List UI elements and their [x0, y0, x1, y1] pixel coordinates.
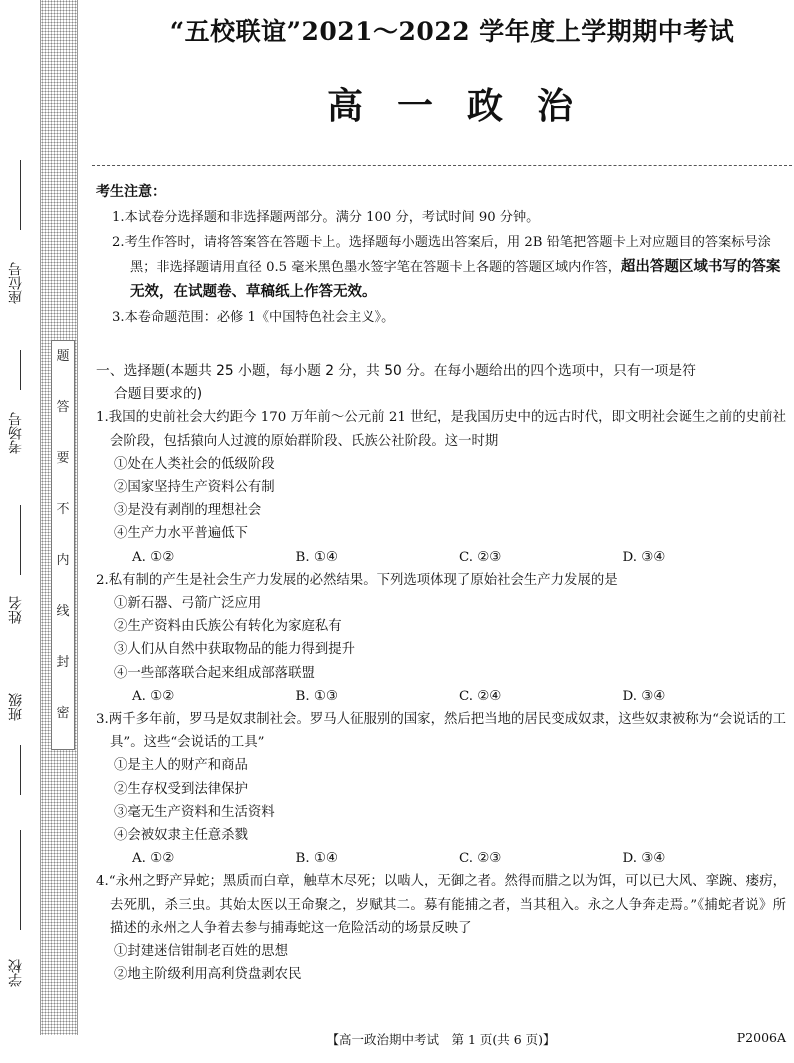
seal-char: 要 [56, 451, 70, 466]
question-option: ④一些部落联合起来组成部落联盟 [114, 665, 315, 681]
choice-a[interactable]: A. ①② [132, 549, 175, 565]
paper-code: P2006A [736, 1030, 786, 1045]
question-option: ③毫无生产资料和生活资料 [114, 804, 275, 820]
question-1 [96, 406, 786, 568]
question-option: ③人们从自然中获取物品的能力得到提升 [114, 642, 356, 658]
choice-b[interactable]: B. ①④ [295, 851, 338, 867]
question-option: ②国家坚持生产资料公有制 [114, 480, 275, 496]
note-emphasis: 超出答题区域书写的答案无效，在试题卷、草稿纸上作答无效。 [130, 259, 781, 300]
answer-choices [96, 685, 786, 708]
seat-number-label: 座位号 [8, 262, 24, 304]
choice-a[interactable]: A. ①② [132, 851, 175, 867]
seal-char: 题 [56, 349, 70, 364]
choice-d[interactable]: D. ③④ [622, 688, 666, 704]
question-option: ②生存权受到法律保护 [114, 781, 248, 797]
note-item: 1.本试卷分选择题和非选择题两部分。满分 100 分，考试时间 90 分钟。 [112, 210, 540, 225]
seal-char: 线 [56, 604, 70, 619]
question-option: ①处在人类社会的低级阶段 [114, 456, 275, 472]
choice-a[interactable]: A. ①② [132, 688, 175, 704]
note-item: 2.考生作答时，请将答案答在答题卡上。选择题每小题选出答案后，用 2B 铅笔把答题卡上对应题目的答案标号涂黑；非选择题请用直径 0.5 毫米黑色墨水签字笔在答题卡上各题的答题区域内作答，超出答题区域书写的答案无效，在试题卷、草稿纸上作答无效。 [112, 235, 781, 300]
choice-b[interactable]: B. ①④ [295, 549, 338, 565]
exam-title: “五校联谊”2021～2022 学年度上学期期中考试 [169, 17, 735, 46]
choice-b[interactable]: B. ①③ [295, 688, 338, 704]
seal-char: 密 [56, 706, 70, 721]
school-label: 学校 [8, 959, 24, 987]
name-label: 姓名 [8, 596, 24, 625]
question-option: ④会被奴隶主任意杀戮 [114, 828, 248, 844]
choice-c[interactable]: C. ②④ [459, 688, 502, 704]
seal-char: 答 [56, 400, 70, 415]
subject-title: 高一政治 [326, 85, 607, 127]
question-option: ④生产力水平普遍低下 [114, 526, 248, 542]
question-body [96, 360, 786, 986]
seal-line-box [51, 340, 75, 750]
divider [92, 165, 792, 166]
seal-char: 内 [56, 553, 70, 568]
seal-char: 封 [56, 655, 70, 670]
seat-number-field[interactable] [6, 160, 36, 330]
page-indicator: 【高一政治期中考试 第 1 页(共 6 页)】 [326, 1032, 556, 1047]
section-heading: 一、选择题(本题共 25 小题，每小题 2 分，共 50 分。在每小题给出的四个选项中，只有一项是符 合题目要求的) [96, 363, 696, 403]
exam-room-field[interactable] [6, 350, 36, 470]
note-item: 3.本卷命题范围：必修 1《中国特色社会主义》。 [112, 310, 395, 325]
question-3 [96, 708, 786, 870]
question-stem: 3.两千多年前，罗马是奴隶制社会。罗马人征服别的国家，然后把当地的居民变成奴隶，这些奴隶被称为“会说话的工具”。这些“会说话的工具” [96, 712, 786, 751]
question-option: ①是主人的财产和商品 [114, 758, 248, 774]
answer-choices [96, 546, 786, 569]
notes-heading: 考生注意： [96, 184, 166, 200]
question-option: ②地主阶级利用高利贷盘剥农民 [114, 967, 302, 983]
question-stem: 2.私有制的产生是社会生产力发展的必然结果。下列选项体现了原始社会生产力发展的是 [96, 572, 618, 588]
question-option: ③是没有剥削的理想社会 [114, 503, 262, 519]
exam-notes [96, 180, 786, 330]
exam-room-label: 考场号 [8, 412, 24, 454]
choice-d[interactable]: D. ③④ [622, 851, 666, 867]
class-label: 班级 [8, 693, 24, 722]
question-stem: 1.我国的史前社会大约距今 170 万年前～公元前 21 世纪，是我国历史中的远古时代，即文明社会诞生之前的史前社会阶段，包括猿向人过渡的原始群阶段、氏族公社阶段。这一时期 [96, 410, 786, 449]
question-stem: 4.“永州之野产异蛇；黑质而白章，触草木尽死；以啮人，无御之者。然得而腊之以为饵，可以已大风、挛踠、瘘疠，去死肌，杀三虫。其始太医以王命聚之，岁赋其二。募有能捕之者，当其租入。永之人争奔走焉。”《捕蛇者说》所描述的永州之人争着去参与捕毒蛇这一危险活动的场景反映了 [96, 874, 786, 936]
seal-char: 不 [56, 502, 70, 517]
choice-d[interactable]: D. ③④ [622, 549, 666, 565]
question-4 [96, 870, 786, 986]
name-field[interactable] [6, 505, 36, 640]
question-2 [96, 569, 786, 708]
answer-choices [96, 847, 786, 870]
class-field[interactable] [6, 675, 36, 795]
school-field[interactable] [6, 830, 36, 1010]
choice-c[interactable]: C. ②③ [459, 851, 502, 867]
question-option: ①封建迷信钳制老百姓的思想 [114, 944, 289, 960]
question-option: ②生产资料由氏族公有转化为家庭私有 [114, 619, 342, 635]
question-option: ①新石器、弓箭广泛应用 [114, 596, 262, 612]
choice-c[interactable]: C. ②③ [459, 549, 502, 565]
